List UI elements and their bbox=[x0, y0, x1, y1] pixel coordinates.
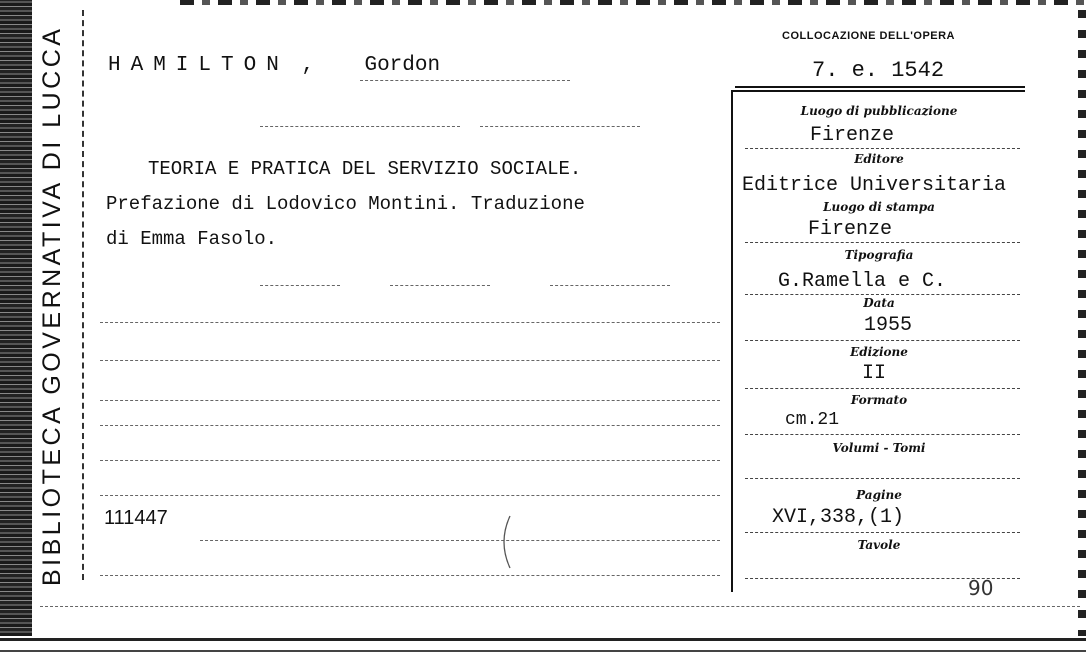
scan-edge-right bbox=[1078, 8, 1086, 638]
field-value-printer: G.Ramella e C. bbox=[778, 270, 947, 293]
collocation-label: COLLOCAZIONE DELL'OPERA bbox=[782, 30, 956, 42]
author-given-name: Gordon bbox=[364, 54, 441, 77]
left-margin-rule bbox=[82, 10, 84, 580]
preface-line: Prefazione di Lodovico Montini. Traduzione bbox=[106, 193, 585, 215]
inventory-number: 111447 bbox=[104, 507, 168, 529]
pencil-note: 90 bbox=[968, 576, 994, 600]
scan-edge-left bbox=[0, 0, 32, 663]
scan-edge-top bbox=[180, 0, 1086, 5]
title-line: TEORIA E PRATICA DEL SERVIZIO SOCIALE. bbox=[148, 158, 582, 180]
field-label-volumes: Volumi - Tomi bbox=[832, 441, 926, 455]
field-label-plates: Tavole bbox=[857, 538, 901, 552]
field-label-publisher: Editore bbox=[854, 152, 904, 166]
author-heading bbox=[108, 54, 440, 77]
author-separator: , bbox=[301, 54, 315, 77]
field-label-date: Data bbox=[863, 296, 895, 310]
field-value-pages: XVI,338,(1) bbox=[772, 506, 905, 529]
pencil-mark bbox=[496, 514, 516, 570]
field-value-edition: II bbox=[862, 362, 887, 385]
field-value-publisher: Editrice Universitaria bbox=[742, 174, 1007, 197]
field-label-printer: Tipografia bbox=[844, 248, 914, 262]
field-value-place-of-publication: Firenze bbox=[810, 124, 895, 147]
field-label-place-of-publication: Luogo di pubblicazione bbox=[800, 104, 958, 118]
field-value-place-of-printing: Firenze bbox=[808, 218, 893, 241]
library-name-vertical: BIBLIOTECA GOVERNATIVA DI LUCCA bbox=[38, 25, 66, 586]
translator-line: di Emma Fasolo. bbox=[106, 228, 278, 250]
field-label-place-of-printing: Luogo di stampa bbox=[823, 200, 935, 214]
field-value-date: 1955 bbox=[864, 314, 913, 337]
field-label-edition: Edizione bbox=[850, 345, 908, 359]
field-value-format: cm.21 bbox=[785, 410, 840, 430]
field-label-format: Formato bbox=[850, 393, 908, 407]
author-surname: HAMILTON bbox=[108, 54, 289, 77]
collocation-value: 7. e. 1542 bbox=[812, 58, 945, 83]
field-label-pages: Pagine bbox=[856, 488, 902, 502]
scan-edge-bottom bbox=[0, 638, 1086, 641]
